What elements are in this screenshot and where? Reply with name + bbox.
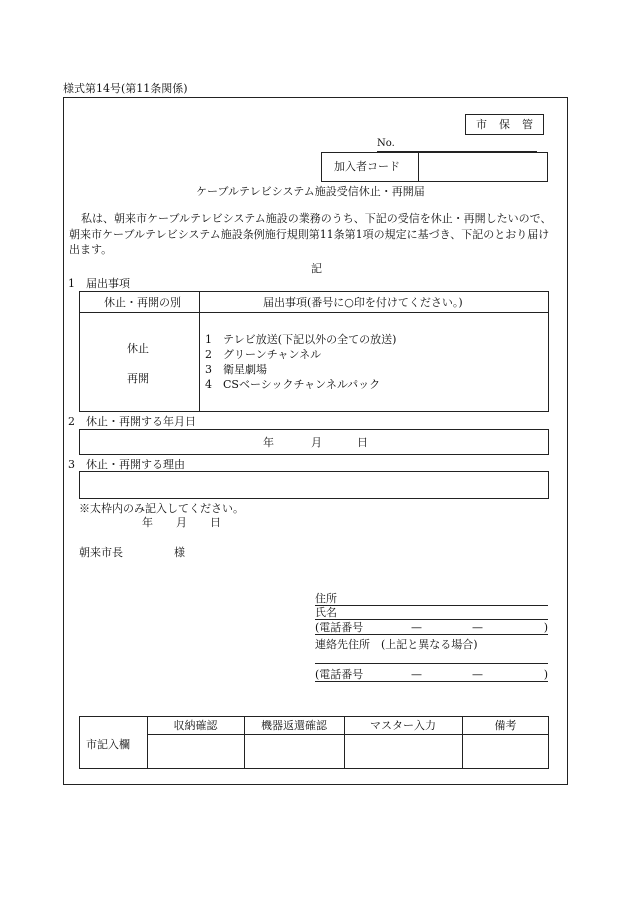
item-4[interactable]: 4 CSベーシックチャンネルパック bbox=[205, 378, 381, 391]
section1-col-divider bbox=[199, 291, 200, 412]
item-2[interactable]: 2 グリーンチャンネル bbox=[205, 348, 322, 361]
stamp-char-2: 保 bbox=[499, 118, 510, 131]
option-suspend[interactable]: 休止 bbox=[127, 342, 149, 355]
addressee-honorific: 様 bbox=[174, 546, 185, 559]
stamp-char-1: 市 bbox=[476, 118, 487, 131]
subscriber-code-field[interactable] bbox=[419, 153, 547, 181]
office-header-master: マスター入力 bbox=[370, 719, 436, 732]
phone-line[interactable] bbox=[315, 622, 548, 635]
section3-reason-box[interactable] bbox=[79, 471, 549, 499]
declaration-text: 私は、朝来市ケーブルテレビシステム施設の業務のうち、下記の受信を休止・再開したいので、朝来市ケーブルテレビシステム施設条例施行規則第11条第1項の規定に基づき、下記のとおり届け出ます。 bbox=[69, 212, 552, 256]
phone-dash-1: — bbox=[411, 621, 422, 634]
section2-year: 年 bbox=[263, 436, 274, 449]
phone2-close: ) bbox=[543, 668, 548, 681]
name-line[interactable] bbox=[315, 607, 548, 620]
contact-address-label: 連絡先住所 (上記と異なる場合) bbox=[315, 638, 478, 651]
office-header-equipment: 機器返還確認 bbox=[261, 719, 327, 732]
contact-address-line[interactable] bbox=[315, 663, 548, 664]
phone-dash-2: — bbox=[472, 621, 483, 634]
phone-label: (電話番号 bbox=[315, 621, 364, 634]
phone2-dash-1: — bbox=[411, 668, 422, 681]
date-year: 年 bbox=[142, 516, 153, 529]
option-resume[interactable]: 再開 bbox=[127, 372, 149, 385]
no-label[interactable]: No. bbox=[377, 138, 395, 149]
section2-day: 日 bbox=[357, 436, 368, 449]
form-number: 様式第14号(第11条関係) bbox=[63, 82, 188, 95]
date-day: 日 bbox=[210, 516, 221, 529]
subscriber-code-label: 加入者コード bbox=[334, 160, 400, 173]
section1-heading: 1 届出事項 bbox=[68, 277, 130, 290]
section1-col1-header: 休止・再開の別 bbox=[104, 296, 181, 309]
phone2-dash-2: — bbox=[472, 668, 483, 681]
address-line[interactable] bbox=[315, 593, 548, 606]
office-header-rule bbox=[147, 734, 549, 735]
phone2-label: (電話番号 bbox=[315, 668, 364, 681]
item-3[interactable]: 3 衛星劇場 bbox=[205, 363, 267, 376]
office-header-remarks: 備考 bbox=[494, 719, 517, 732]
date-month: 月 bbox=[176, 516, 187, 529]
phone2-line[interactable] bbox=[315, 669, 548, 682]
stamp-char-3: 管 bbox=[522, 118, 533, 131]
item-1[interactable]: 1 テレビ放送(下記以外の全ての放送) bbox=[205, 333, 397, 346]
office-header-payment: 収納確認 bbox=[173, 719, 218, 732]
addressee-name: 朝来市長 bbox=[79, 546, 123, 559]
section2-heading: 2 休止・再開する年月日 bbox=[68, 415, 196, 428]
form-title: ケーブルテレビシステム施設受信休止・再開届 bbox=[196, 185, 425, 198]
phone-close: ) bbox=[543, 621, 548, 634]
office-label: 市記入欄 bbox=[86, 738, 130, 751]
section3-heading: 3 休止・再開する理由 bbox=[68, 458, 185, 471]
section1-header-rule bbox=[79, 312, 549, 313]
ki-label: 記 bbox=[311, 262, 322, 275]
address-label: 住所 bbox=[315, 592, 337, 605]
section1-col2-header: 届出事項(番号に○印を付けてください。) bbox=[263, 296, 463, 309]
fill-note: ※太枠内のみ記入してください。 bbox=[79, 502, 244, 515]
section2-month: 月 bbox=[311, 436, 322, 449]
name-label: 氏名 bbox=[315, 606, 337, 619]
